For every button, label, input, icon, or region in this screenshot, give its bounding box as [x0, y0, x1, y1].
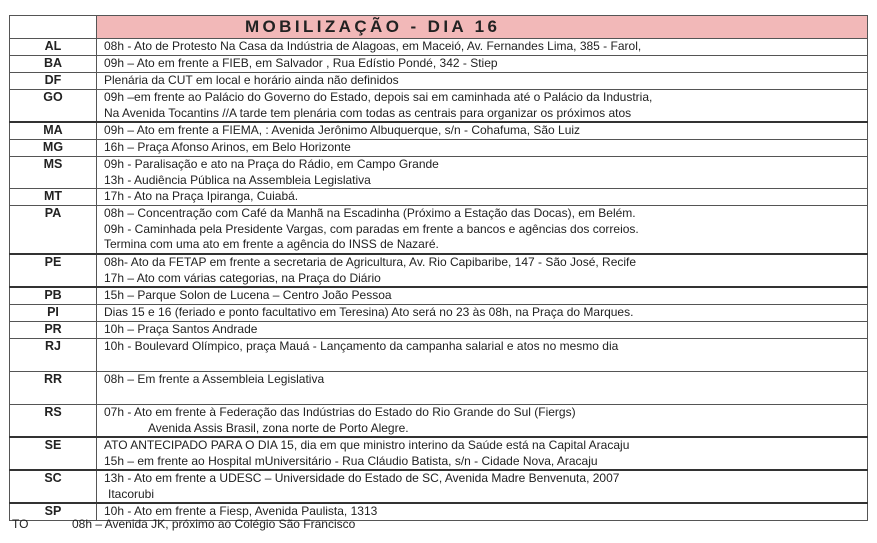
- state-code: SC: [10, 470, 97, 503]
- event-line: 08h- Ato da FETAP em frente a secretaria de Agricultura, Av. Rio Capibaribe, 147 - São José, Recife: [104, 255, 637, 269]
- mobilization-table: [9, 15, 868, 521]
- event-line: Dias 15 e 16 (feriado e ponto facultativo em Teresina) Ato será no 23 às 08h, na Praça do Marques.: [104, 305, 634, 319]
- event-line: 09h – Ato em frente a FIEMA, : Avenida Jerônimo Albuquerque, s/n - Cohafuma, São Luiz: [104, 123, 581, 137]
- table-title: MOBILIZAÇÃO - DIA 16: [97, 16, 868, 39]
- event-line: Avenida Assis Brasil, zona norte de Porto Alegre.: [148, 420, 409, 435]
- state-code: PI: [10, 305, 97, 322]
- event-description: [97, 287, 868, 305]
- state-code: BA: [10, 56, 97, 73]
- event-line: 17h - Ato na Praça Ipiranga, Cuiabá.: [104, 189, 299, 203]
- table-row: [10, 322, 868, 339]
- event-line: 09h – Ato em frente a FIEB, em Salvador , Rua Edístio Pondé, 342 - Stiep: [104, 56, 498, 70]
- table-row: [10, 470, 868, 503]
- footer-state: TO: [12, 517, 29, 531]
- event-description: [97, 90, 868, 123]
- table-row: [10, 90, 868, 123]
- table-row: [10, 39, 868, 56]
- state-code: PB: [10, 287, 97, 305]
- state-code: GO: [10, 90, 97, 123]
- event-description: [97, 122, 868, 140]
- event-line: Itacorubi: [108, 486, 155, 501]
- event-line: 09h –em frente ao Palácio do Governo do Estado, depois sai em caminhada até o Palácio da Industria,: [104, 90, 653, 104]
- event-line: 15h – Parque Solon de Lucena – Centro João Pessoa: [104, 288, 392, 302]
- event-description: [97, 339, 868, 372]
- state-code: SE: [10, 437, 97, 470]
- event-line: 10h - Ato em frente a Fiesp, Avenida Paulista, 1313: [104, 504, 378, 518]
- event-line: 08h – Concentração com Café da Manhã na Escadinha (Próximo a Estação das Docas), em Belém.: [104, 206, 636, 220]
- event-line: 09h - Paralisação e ato na Praça do Rádio, em Campo Grande: [104, 157, 439, 171]
- event-line: 10h – Praça Santos Andrade: [104, 322, 258, 336]
- event-description: [97, 405, 868, 438]
- table-row: [10, 254, 868, 287]
- event-description: [97, 73, 868, 90]
- table-row: [10, 122, 868, 140]
- table-row: [10, 305, 868, 322]
- footer-note: [12, 517, 355, 531]
- state-code: MG: [10, 140, 97, 157]
- table-row: [10, 189, 868, 206]
- table-row: [10, 157, 868, 189]
- header-empty-cell: [10, 16, 97, 39]
- table-row: [10, 437, 868, 470]
- table-row: [10, 287, 868, 305]
- table-row: [10, 206, 868, 255]
- event-line: 09h - Caminhada pela Presidente Vargas, com paradas em frente a bancos e agências dos correios.: [104, 221, 639, 236]
- event-line: 07h - Ato em frente à Federação das Indústrias do Estado do Rio Grande do Sul (Fiergs): [104, 405, 576, 419]
- event-description: [97, 39, 868, 56]
- state-code: RS: [10, 405, 97, 438]
- event-description: [97, 140, 868, 157]
- event-line: Termina com uma ato em frente a agência do INSS de Nazaré.: [104, 237, 439, 251]
- event-line: 13h - Ato em frente a UDESC – Universidade do Estado de SC, Avenida Madre Benvenuta, 2007: [104, 471, 620, 485]
- event-description: [97, 189, 868, 206]
- event-line: 10h - Boulevard Olímpico, praça Mauá - Lançamento da campanha salarial e atos no mesmo dia: [104, 339, 619, 353]
- table-row: [10, 73, 868, 90]
- event-line: 08h - Ato de Protesto Na Casa da Indústria de Alagoas, em Maceió, Av. Fernandes Lima, 385 - Farol,: [104, 39, 642, 53]
- event-line: 15h – em frente ao Hospital mUniversitário - Rua Cláudio Batista, s/n - Cidade Nova, Aracaju: [104, 453, 598, 468]
- state-code: MA: [10, 122, 97, 140]
- event-description: [97, 254, 868, 287]
- state-code: RR: [10, 372, 97, 405]
- state-code: PR: [10, 322, 97, 339]
- event-line: 08h – Em frente a Assembleia Legislativa: [104, 372, 325, 386]
- event-line: ATO ANTECIPADO PARA O DIA 15, dia em que ministro interino da Saúde está na Capital Aracaju: [104, 438, 630, 452]
- table-row: [10, 140, 868, 157]
- event-line: 13h - Audiência Pública na Assembleia Legislativa: [104, 172, 371, 187]
- event-description: [97, 157, 868, 189]
- event-line: 16h – Praça Afonso Arinos, em Belo Horizonte: [104, 140, 351, 154]
- footer-text: 08h – Avenida JK, próximo ao Colégio São Francisco: [72, 517, 356, 531]
- event-line: Na Avenida Tocantins //A tarde tem plenária com todas as centrais para organizar os próximos atos: [104, 105, 632, 120]
- table-row: [10, 56, 868, 73]
- state-code: AL: [10, 39, 97, 56]
- event-description: [97, 437, 868, 470]
- table-row: [10, 339, 868, 372]
- state-code: PE: [10, 254, 97, 287]
- table-header-row: [10, 16, 868, 39]
- table-row: [10, 405, 868, 438]
- event-description: [97, 56, 868, 73]
- event-description: [97, 372, 868, 405]
- state-code: PA: [10, 206, 97, 255]
- mobilization-table-container: [9, 15, 868, 521]
- event-line: 17h – Ato com várias categorias, na Praça do Diário: [104, 270, 381, 285]
- table-row: [10, 372, 868, 405]
- event-description: [97, 206, 868, 255]
- state-code: RJ: [10, 339, 97, 372]
- state-code: MS: [10, 157, 97, 189]
- event-description: [97, 470, 868, 503]
- state-code: DF: [10, 73, 97, 90]
- event-line: Plenária da CUT em local e horário ainda não definidos: [104, 73, 399, 87]
- state-code: SP: [10, 503, 97, 521]
- state-code: MT: [10, 189, 97, 206]
- event-description: [97, 322, 868, 339]
- event-description: [97, 305, 868, 322]
